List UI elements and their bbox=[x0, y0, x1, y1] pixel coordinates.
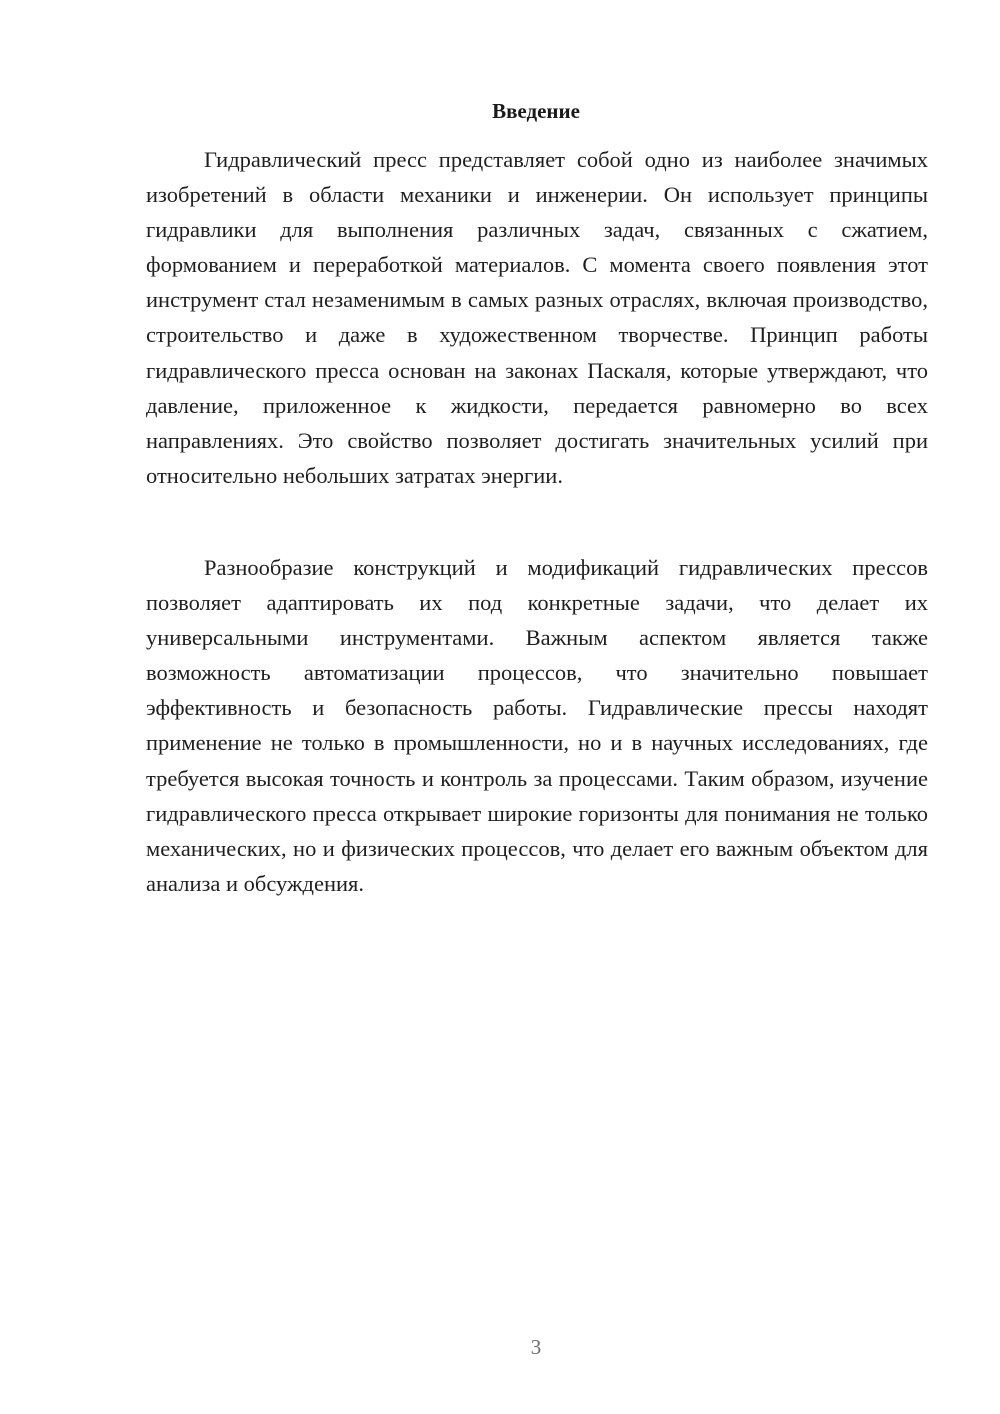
page-number: 3 bbox=[530, 1335, 542, 1359]
paragraph-intro: Гидравлический пресс представляет собой одно из наиболее значимых изобретений в области механики и инженерии. Он использует принципы гидравлики для выполнения различных задач, связанных с сжатием, формованием и переработкой материалов. С момента своего появления этот инструмент стал незаменимым в самых разных отраслях, включая производство, строительство и даже в художественном творчестве. Принцип работы гидравлического пресса основан на законах Паскаля, которые утверждают, что давление, приложенное к жидкости, передается равномерно во всех направлениях. Это свойство позволяет достигать значительных усилий при относительно небольших затратах энергии. bbox=[146, 147, 928, 488]
section-heading: Введение bbox=[492, 99, 580, 123]
paragraph-variety: Разнообразие конструкций и модификаций гидравлических прессов позволяет адаптировать их под конкретные задачи, что делает их универсальными инструментами. Важным аспектом является также возможность автоматизации процессов, что значительно повышает эффективность и безопасность работы. Гидравлические прессы находят применение не только в промышленности, но и в научных исследованиях, где требуется высокая точность и контроль за процессами. Таким образом, изучение гидравлического пресса открывает широкие горизонты для понимания не только механических, но и физических процессов, что делает его важным объектом для анализа и обсуждения. bbox=[146, 555, 928, 896]
